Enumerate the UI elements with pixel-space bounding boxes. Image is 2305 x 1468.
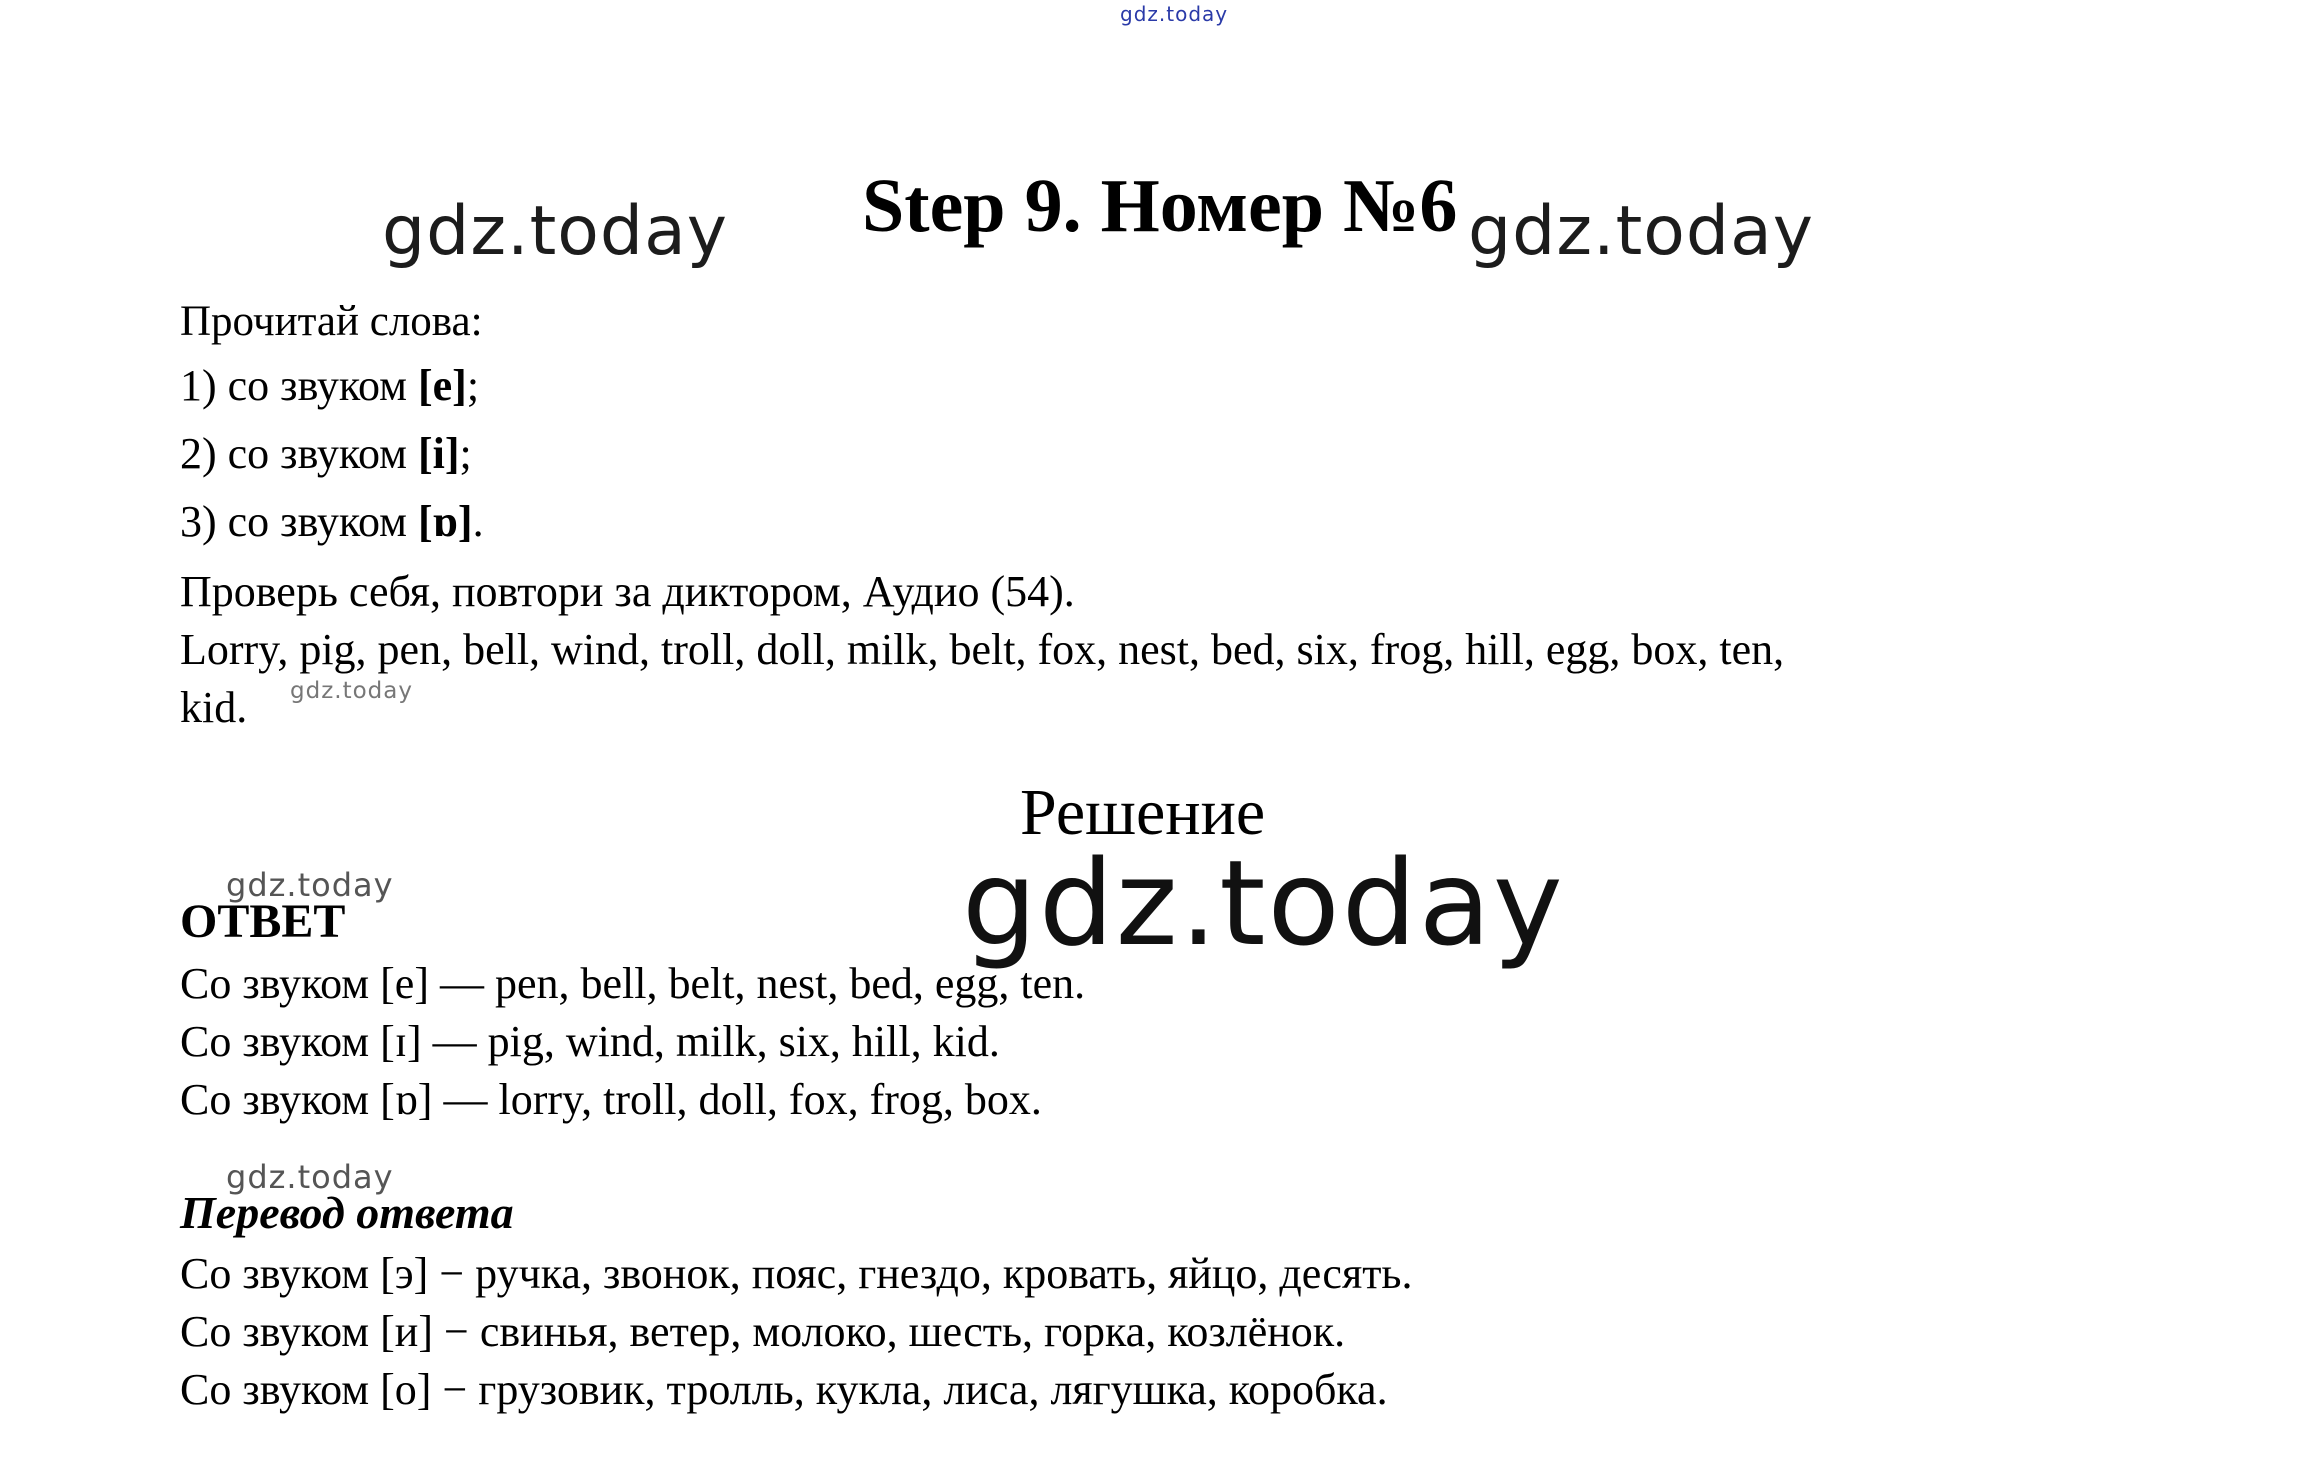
- translation-heading: Перевод ответа: [180, 1187, 514, 1238]
- page-title: Step 9. Номер №6: [862, 164, 1458, 248]
- task-item-2: [180, 429, 472, 478]
- task-item-2-sound: [i]: [417, 429, 460, 478]
- watermark-before-answer: gdz.today: [226, 866, 394, 904]
- task-item-1: [180, 361, 480, 410]
- task-words-line-1: Lorry, pig, pen, bell, wind, troll, doll, milk, belt, fox, nest, bed, six, frog, hill, egg, box, ten,: [180, 625, 1785, 674]
- task-intro: Прочитай слова:: [180, 298, 483, 345]
- watermark-top: gdz.today: [1120, 2, 1229, 26]
- task-item-2-prefix: 2) со звуком: [180, 429, 418, 478]
- task-words-line-2: kid.: [180, 683, 248, 732]
- task-item-2-suffix: ;: [459, 429, 472, 478]
- watermark-left-title: gdz.today: [382, 192, 728, 271]
- watermark-right-title: gdz.today: [1468, 192, 1814, 271]
- task-item-1-prefix: 1) со звуком: [180, 361, 418, 410]
- task-item-3-sound: [ɒ]: [417, 497, 473, 546]
- translation-line-2: Со звуком [и] − свинья, ветер, молоко, шесть, горка, козлёнок.: [180, 1307, 1346, 1356]
- answer-line-3: Со звуком [ɒ] — lorry, troll, doll, fox, frog, box.: [180, 1075, 1042, 1124]
- task-item-1-suffix: ;: [466, 361, 480, 410]
- answer-line-1: Со звуком [e] — pen, bell, belt, nest, bed, egg, ten.: [180, 959, 1086, 1008]
- task-check: Проверь себя, повтори за диктором, Аудио (54).: [180, 567, 1075, 616]
- watermark-before-translation: gdz.today: [226, 1158, 394, 1196]
- task-item-3-prefix: 3) со звуком: [180, 497, 418, 546]
- task-item-3: [180, 497, 484, 546]
- answer-heading: ОТВЕТ: [180, 895, 346, 948]
- answer-line-2: Со звуком [ɪ] — pig, wind, milk, six, hill, kid.: [180, 1017, 1000, 1066]
- translation-line-3: Со звуком [о] − грузовик, тролль, кукла, лиса, лягушка, коробка.: [180, 1365, 1388, 1414]
- task-item-3-suffix: .: [472, 497, 484, 546]
- watermark-center-large: gdz.today: [962, 834, 1565, 972]
- translation-line-1: Со звуком [э] − ручка, звонок, пояс, гнездо, кровать, яйцо, десять.: [180, 1249, 1413, 1298]
- watermark-after-kid: gdz.today: [290, 678, 413, 704]
- task-item-1-sound: [e]: [417, 361, 467, 410]
- solution-heading: Решение: [1020, 776, 1266, 849]
